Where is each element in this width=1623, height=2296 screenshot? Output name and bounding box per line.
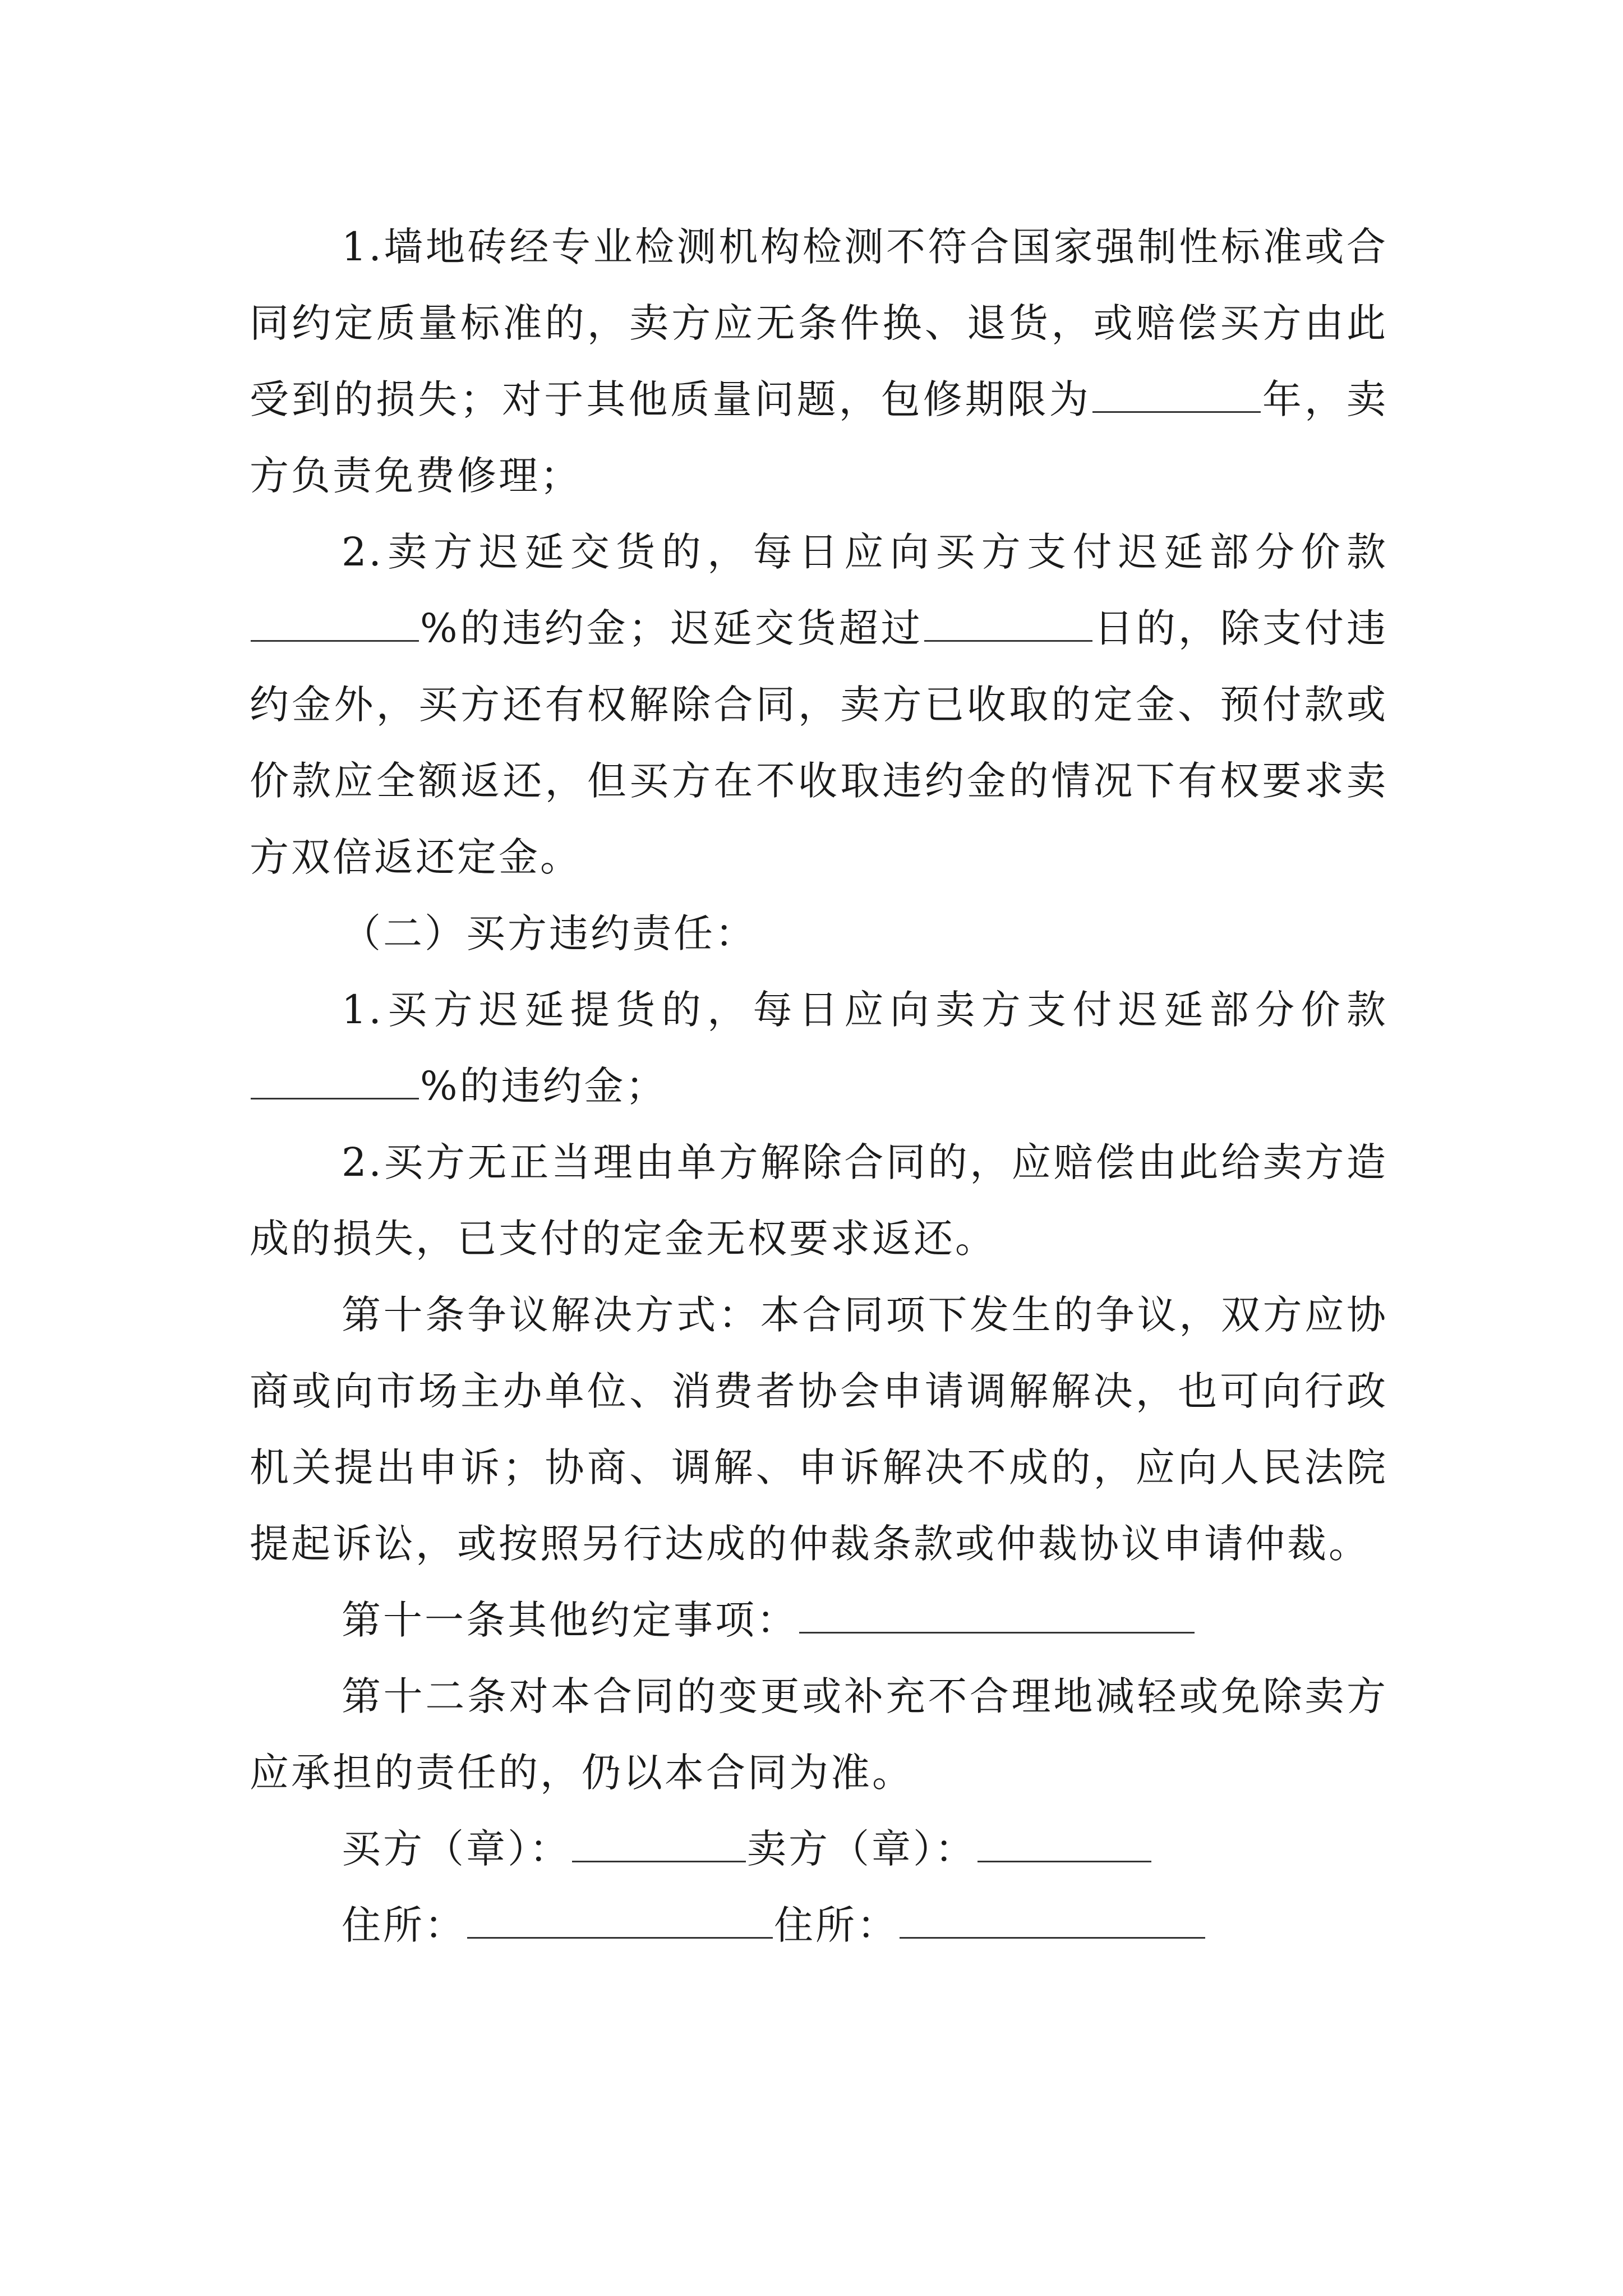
signature-row [250, 1811, 1388, 1887]
warranty-years-blank [1092, 411, 1261, 413]
article-11-other-matters [250, 1582, 1388, 1658]
other-matters-blank [799, 1631, 1195, 1634]
buyer-liability-item-1-tail: %的违约金； [420, 1063, 667, 1109]
buyer-liability-item-2: 2.买方无正当理由单方解除合同的，应赔偿由此给卖方造成的损失，已支付的定金无权要求返还。 [250, 1139, 1388, 1262]
buyer-liability-heading: （二）买方违约责任： [342, 910, 757, 956]
seller-address-label: 住所： [774, 1902, 898, 1948]
seller-penalty-rate-blank [251, 639, 419, 642]
seller-liability-item-2-tail: 日的，除支付违约金外，买方还有权解除合同，卖方已收取的定金、预付款或价款应全额返还，但买方在不收取违约金的情况下有权要求卖方双倍返还定金。 [250, 605, 1389, 880]
buyer-penalty-rate-blank [251, 1097, 419, 1099]
seller-liability-item-1-text: 1.墙地砖经专业检测机构检测不符合国家强制性标准或合同约定质量标准的，卖方应无条件换、退货，或赔偿买方由此受到的损失；对于其他质量问题，包修期限为 [250, 224, 1388, 422]
contract-body [250, 209, 1388, 1963]
article-10-dispute-resolution: 第十条争议解决方式：本合同项下发生的争议，双方应协商或向市场主办单位、消费者协会申请调解解决，也可向行政机关提出申诉；协商、调解、申诉解决不成的，应向人民法院提起诉讼，或按照另行达成的仲裁条款或仲裁协议申请仲裁。 [250, 1292, 1388, 1567]
seller-liability-item-1 [250, 209, 1388, 514]
article-11-text: 第十一条其他约定事项： [342, 1597, 798, 1643]
seller-seal-label: 卖方（章）： [747, 1826, 976, 1872]
buyer-seal-blank [572, 1860, 746, 1862]
seller-liability-item-1-tail: 年，卖方负责免费修理； [250, 376, 1389, 499]
address-row [250, 1887, 1388, 1963]
seller-liability-item-2-mid: %的违约金；迟延交货超过 [420, 605, 923, 651]
seller-seal-blank [978, 1860, 1151, 1862]
seller-address-blank [900, 1936, 1205, 1939]
seller-liability-item-2-text: 2.卖方迟延交货的，每日应向买方支付迟延部分价款 [342, 529, 1388, 575]
buyer-address-label: 住所： [342, 1902, 466, 1948]
seller-liability-item-2 [250, 514, 1388, 895]
buyer-liability-item-1-text: 1.买方迟延提货的，每日应向卖方支付迟延部分价款 [342, 987, 1388, 1033]
buyer-seal-label: 买方（章）： [342, 1826, 571, 1872]
article-12-amendments: 第十二条对本合同的变更或补充不合理地减轻或免除卖方应承担的责任的，仍以本合同为准。 [250, 1673, 1388, 1796]
buyer-liability-item-1 [250, 972, 1388, 1124]
buyer-address-blank [467, 1936, 773, 1939]
delay-days-blank [924, 639, 1092, 642]
